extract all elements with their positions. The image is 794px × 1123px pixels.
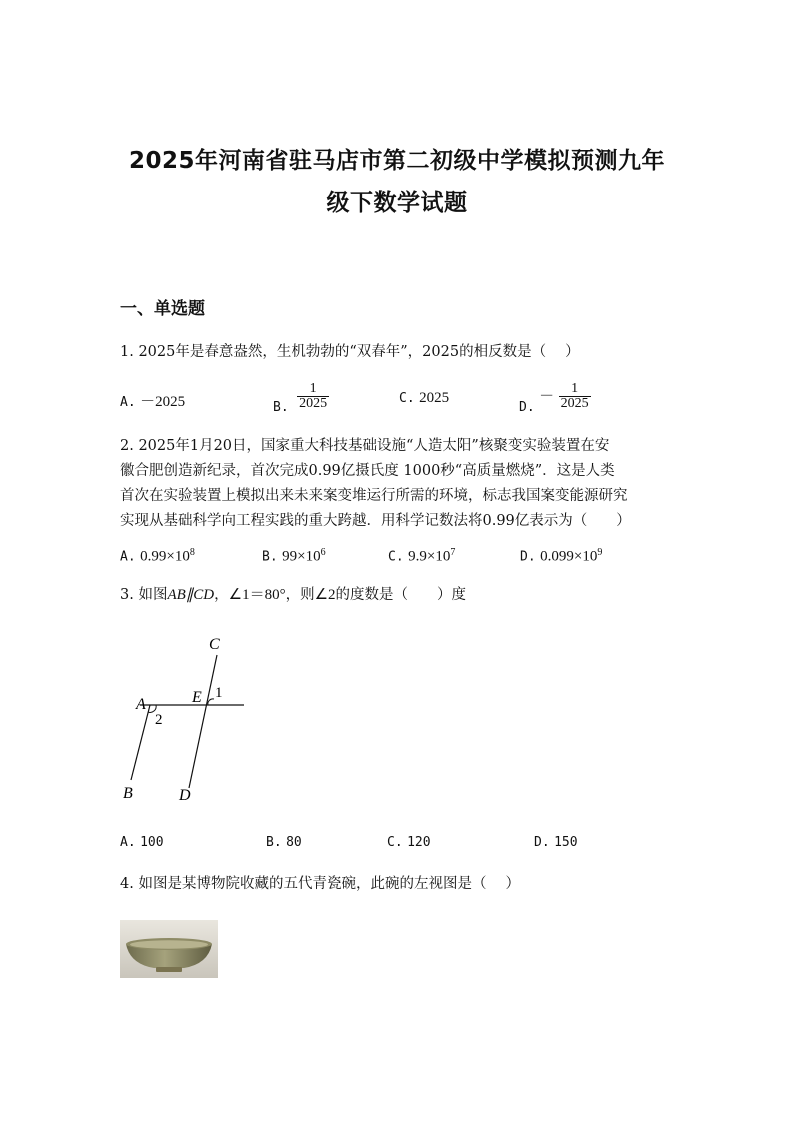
label-angle-1: 1 [215, 685, 223, 701]
option-label: C. [399, 391, 415, 406]
option-label: B. [266, 835, 282, 850]
option-label: D. [519, 399, 535, 415]
parallel-lines-figure [118, 630, 258, 810]
option-label: C. [388, 549, 404, 565]
bowl-foot [156, 967, 182, 972]
option-label: C. [387, 835, 403, 850]
fraction [297, 382, 329, 411]
option-value: 150 [554, 835, 578, 850]
celadon-bowl-photo [120, 920, 218, 978]
q3-parallel-expr: AB∥CD [167, 587, 215, 603]
option-exponent: 8 [189, 547, 195, 558]
bowl-inner [130, 940, 208, 948]
q2-option-c [388, 547, 455, 566]
label-d: D [179, 787, 191, 804]
option-label: D. [520, 549, 536, 565]
q2-option-d [520, 547, 602, 566]
question-2-line3: 首次在实验装置上模拟出来未来案变堆运行所需的环境，标志我国案变能源研究 [120, 488, 628, 504]
q3-option-a [120, 834, 164, 850]
section-heading: 一、单选题 [120, 299, 205, 319]
label-a: A [136, 696, 146, 713]
question-3-text [120, 583, 680, 607]
q1-option-b [273, 381, 329, 415]
option-exponent: 9 [597, 547, 603, 558]
angle-1-arc [208, 699, 214, 705]
fraction-numerator: 1 [571, 381, 579, 396]
option-value: 99×10 [282, 548, 321, 565]
q3-option-d [534, 834, 578, 850]
option-value: 2025 [419, 390, 450, 406]
option-label: A. [120, 835, 136, 850]
option-value: 100 [140, 835, 164, 850]
line-cd [189, 655, 217, 788]
option-value: 0.099×10 [540, 548, 598, 565]
option-label: B. [262, 549, 278, 565]
fraction [559, 382, 591, 411]
question-2-line2: 徽合肥创造新纪录，首次完成0.99亿摄氏度 1000秒“高质量燃烧”．这是人类 [120, 463, 615, 479]
option-value: 9.9×10 [408, 548, 451, 565]
label-c: C [209, 636, 220, 653]
label-angle-2: 2 [155, 712, 163, 728]
q2-option-a [120, 547, 195, 566]
q3-then: ，则 [285, 587, 315, 603]
label-b: B [123, 785, 133, 802]
q3-prefix: 3. 如图 [120, 587, 168, 603]
option-value: －2025 [140, 394, 186, 410]
line-ab [131, 705, 150, 780]
option-label: B. [273, 399, 289, 415]
option-exponent: 7 [450, 547, 456, 558]
option-value: 80 [286, 835, 302, 850]
q3-option-b [266, 834, 302, 850]
fraction-denominator: 2025 [299, 396, 328, 411]
q1-option-a [120, 390, 185, 411]
option-exponent: 6 [320, 547, 326, 558]
q3-option-c [387, 834, 431, 850]
option-label: A. [120, 395, 136, 410]
option-value: 120 [407, 835, 431, 850]
question-4-text: 4. 如图是某博物院收藏的五代青瓷碗，此碗的左视图是（ ） [120, 876, 521, 892]
option-label: A. [120, 549, 136, 565]
label-e: E [192, 689, 202, 706]
option-label: D. [534, 835, 550, 850]
exam-title-line2: 级下数学试题 [326, 190, 468, 216]
question-2-line4: 实现从基础科学向工程实践的重大跨越．用科学记数法将0.99亿表示为（ ） [120, 513, 631, 529]
q3-comma: ， [214, 587, 229, 603]
q2-option-b [262, 547, 326, 566]
question-1-text: 1. 2025年是春意盎然，生机勃勃的“双春年”，2025的相反数是（ ） [120, 344, 580, 360]
question-2-line1: 2. 2025年1月20日，国家重大科技基础设施“人造太阳”核聚变实验装置在安 [120, 438, 610, 454]
q1-option-c [399, 390, 449, 407]
option-value: 0.99×10 [140, 548, 190, 565]
fraction-denominator: 2025 [560, 396, 589, 411]
minus-sign: － [539, 388, 555, 405]
q1-option-d [519, 381, 591, 415]
q3-angle1-expr: ∠1＝80° [228, 587, 286, 603]
exam-title-line1: 2025年河南省驻马店市第二初级中学模拟预测九年 [128, 148, 665, 174]
q3-suffix: 的度数是（ ）度 [335, 587, 467, 603]
fraction-numerator: 1 [309, 381, 317, 396]
q3-angle2-expr: ∠2 [314, 587, 336, 603]
